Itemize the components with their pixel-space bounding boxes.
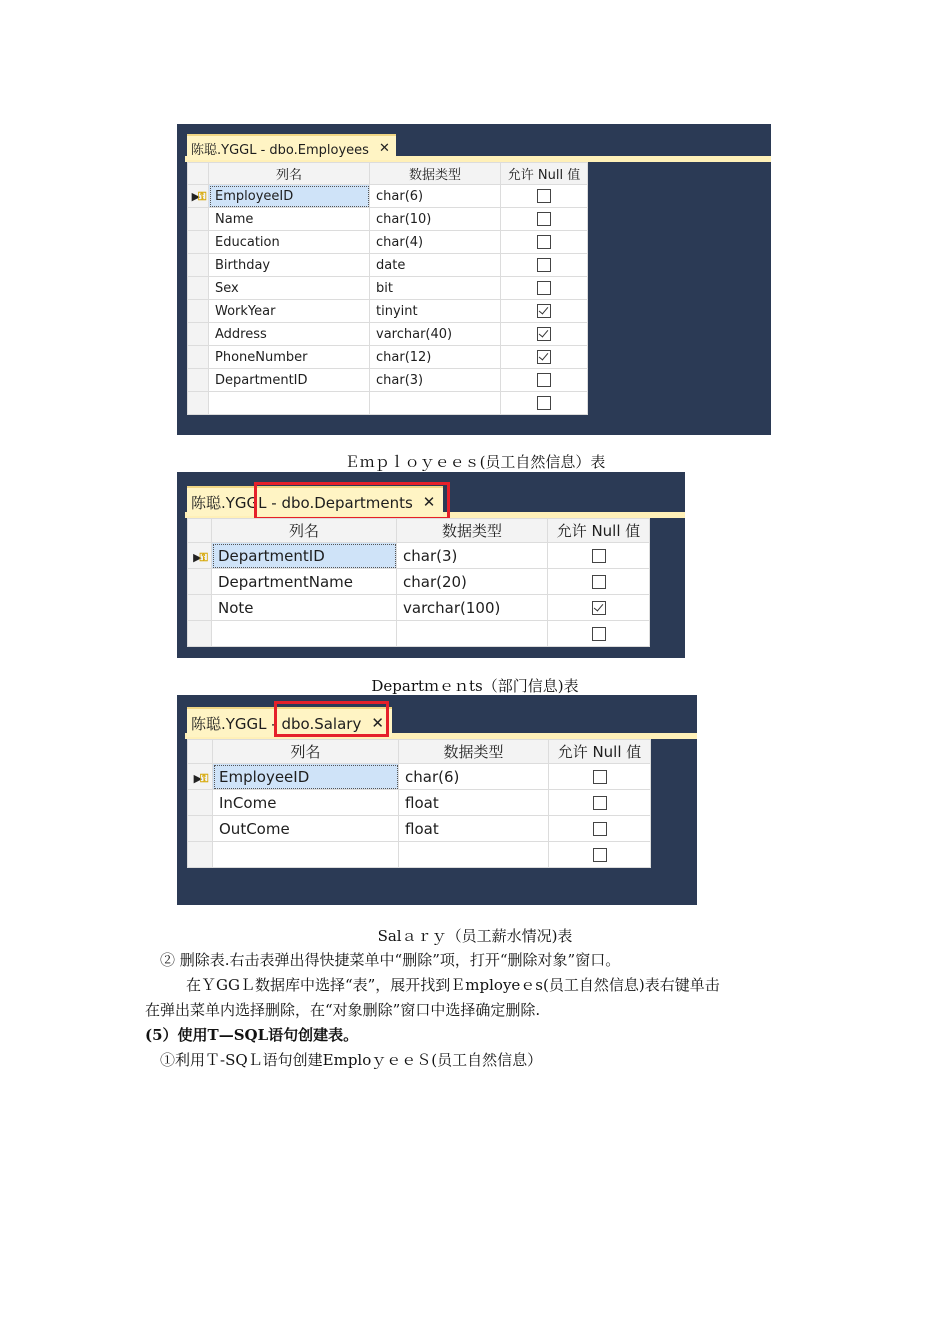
- data-type-cell[interactable]: [399, 842, 549, 868]
- row-selector[interactable]: [188, 254, 209, 277]
- data-type-cell[interactable]: char(3): [370, 369, 501, 392]
- data-type-cell[interactable]: [370, 392, 501, 415]
- allow-null-cell: [549, 790, 651, 816]
- header-column-name: 列名: [213, 740, 399, 764]
- data-type-cell[interactable]: varchar(40): [370, 323, 501, 346]
- table-row[interactable]: [188, 254, 588, 277]
- table-row[interactable]: [188, 569, 650, 595]
- primary-key-icon: ▶⚿: [193, 550, 206, 564]
- data-type-cell[interactable]: date: [370, 254, 501, 277]
- column-name-cell[interactable]: Education: [209, 231, 370, 254]
- header-allow-null: 允许 Null 值: [501, 163, 588, 185]
- table-row[interactable]: [188, 816, 651, 842]
- table-row[interactable]: [188, 369, 588, 392]
- table-row[interactable]: [188, 595, 650, 621]
- table-row[interactable]: [188, 277, 588, 300]
- row-selector[interactable]: [188, 208, 209, 231]
- section-heading-tsql: (5）使用T—SQL语句创建表。: [145, 1026, 359, 1044]
- column-name-cell[interactable]: Name: [209, 208, 370, 231]
- allow-null-checkbox[interactable]: [593, 848, 607, 862]
- paragraph-tsql-step: ①利用Ｔ-SQＬ语句创建EmploｙｅｅＳ(员工自然信息）: [160, 1051, 543, 1069]
- allow-null-checkbox[interactable]: [537, 258, 551, 272]
- allow-null-checkbox[interactable]: [537, 235, 551, 249]
- table-row[interactable]: [188, 392, 588, 415]
- table-row[interactable]: [188, 621, 650, 647]
- paragraph-delete-detail-1: 在ＹGGＬ数据库中选择“表”，展开找到Ｅmployeｅs(员工自然信息)表右键单击: [186, 976, 720, 994]
- row-selector[interactable]: [188, 790, 213, 816]
- column-name-cell[interactable]: InCome: [213, 790, 399, 816]
- allow-null-checkbox[interactable]: [537, 327, 551, 341]
- allow-null-checkbox[interactable]: [537, 212, 551, 226]
- column-name-cell[interactable]: DepartmentName: [212, 569, 397, 595]
- allow-null-cell: [501, 346, 588, 369]
- header-data-type: 数据类型: [370, 163, 501, 185]
- row-selector[interactable]: [188, 231, 209, 254]
- caption-departments: Departｍｅｎts（部门信息)表: [371, 677, 579, 695]
- allow-null-cell: [548, 569, 650, 595]
- table-row[interactable]: [188, 764, 651, 790]
- allow-null-cell: [501, 254, 588, 277]
- table-row[interactable]: [188, 543, 650, 569]
- data-type-cell[interactable]: varchar(100): [397, 595, 548, 621]
- allow-null-checkbox[interactable]: [593, 770, 607, 784]
- allow-null-checkbox[interactable]: [537, 304, 551, 318]
- row-selector[interactable]: [188, 323, 209, 346]
- allow-null-checkbox[interactable]: [592, 575, 606, 589]
- window-left-edge: [177, 124, 185, 435]
- tab-employees[interactable]: [187, 134, 396, 160]
- table-row[interactable]: [188, 790, 651, 816]
- allow-null-cell: [501, 323, 588, 346]
- tab-title: 陈聪.YGGL - dbo.Salary: [191, 714, 362, 733]
- allow-null-checkbox[interactable]: [593, 796, 607, 810]
- caption-salary: Salａｒｙ（员工薪水情况)表: [377, 927, 573, 945]
- allow-null-checkbox[interactable]: [537, 350, 551, 364]
- header-allow-null: 允许 Null 值: [549, 740, 651, 764]
- allow-null-checkbox[interactable]: [537, 189, 551, 203]
- allow-null-cell: [549, 764, 651, 790]
- column-name-cell[interactable]: EmployeeID: [213, 764, 399, 790]
- data-type-cell[interactable]: char(4): [370, 231, 501, 254]
- column-name-cell[interactable]: DepartmentID: [212, 543, 397, 569]
- column-grid-salary: [187, 739, 651, 868]
- table-row[interactable]: [188, 300, 588, 323]
- highlight-box: [254, 482, 450, 520]
- allow-null-cell: [549, 842, 651, 868]
- data-type-cell[interactable]: float: [399, 816, 549, 842]
- screenshot-departments: [177, 472, 685, 658]
- data-type-cell[interactable]: char(20): [397, 569, 548, 595]
- allow-null-cell: [548, 595, 650, 621]
- data-type-cell[interactable]: [397, 621, 548, 647]
- header-selector: [188, 519, 212, 543]
- allow-null-checkbox[interactable]: [592, 601, 606, 615]
- column-name-cell[interactable]: [209, 392, 370, 415]
- column-grid-departments: [187, 518, 650, 647]
- row-selector[interactable]: [188, 392, 209, 415]
- tab-title: 陈聪.YGGL - dbo.Employees: [191, 142, 369, 158]
- column-name-cell[interactable]: WorkYear: [209, 300, 370, 323]
- column-name-cell[interactable]: [212, 621, 397, 647]
- allow-null-cell: [501, 208, 588, 231]
- paragraph-delete-detail-2: 在弹出菜单内选择删除，在“对象删除”窗口中选择确定删除.: [145, 1001, 541, 1019]
- allow-null-checkbox[interactable]: [537, 373, 551, 387]
- table-row[interactable]: [188, 346, 588, 369]
- column-grid-employees: [187, 162, 588, 415]
- allow-null-checkbox[interactable]: [537, 396, 551, 410]
- window-left-edge: [177, 695, 185, 905]
- header-allow-null: 允许 Null 值: [548, 519, 650, 543]
- row-selector[interactable]: [188, 346, 209, 369]
- allow-null-checkbox[interactable]: [592, 549, 606, 563]
- allow-null-cell: [501, 300, 588, 323]
- primary-key-icon: ▶⚿: [191, 189, 205, 203]
- header-data-type: 数据类型: [399, 740, 549, 764]
- table-row[interactable]: [188, 842, 651, 868]
- table-row[interactable]: [188, 208, 588, 231]
- table-row[interactable]: [188, 231, 588, 254]
- allow-null-cell: [501, 231, 588, 254]
- allow-null-cell: [548, 621, 650, 647]
- row-selector[interactable]: [188, 543, 212, 569]
- column-name-cell[interactable]: [213, 842, 399, 868]
- data-type-cell[interactable]: tinyint: [370, 300, 501, 323]
- header-data-type: 数据类型: [397, 519, 548, 543]
- header-selector: [188, 163, 209, 185]
- row-selector[interactable]: [188, 764, 213, 790]
- allow-null-cell: [501, 392, 588, 415]
- column-name-cell[interactable]: Address: [209, 323, 370, 346]
- column-name-cell[interactable]: DepartmentID: [209, 369, 370, 392]
- primary-key-icon: ▶⚿: [193, 771, 207, 785]
- highlight-box: [274, 701, 389, 737]
- table-row[interactable]: [188, 323, 588, 346]
- data-type-cell[interactable]: bit: [370, 277, 501, 300]
- header-column-name: 列名: [209, 163, 370, 185]
- caption-employees: Ｅｍｐｌｏｙｅｅｓ(员工自然信息）表: [344, 453, 606, 471]
- column-name-cell[interactable]: Note: [212, 595, 397, 621]
- close-icon[interactable]: ✕: [422, 493, 436, 511]
- close-icon[interactable]: ✕: [378, 140, 390, 156]
- column-name-cell[interactable]: PhoneNumber: [209, 346, 370, 369]
- allow-null-cell: [501, 369, 588, 392]
- column-name-cell[interactable]: Birthday: [209, 254, 370, 277]
- row-selector[interactable]: [188, 300, 209, 323]
- row-selector[interactable]: [188, 569, 212, 595]
- allow-null-cell: [501, 277, 588, 300]
- data-type-cell[interactable]: char(6): [399, 764, 549, 790]
- table-row[interactable]: [188, 185, 588, 208]
- screenshot-employees: [177, 124, 771, 435]
- row-selector[interactable]: [188, 842, 213, 868]
- allow-null-cell: [548, 543, 650, 569]
- column-name-cell[interactable]: EmployeeID: [209, 185, 370, 208]
- row-selector[interactable]: [188, 185, 209, 208]
- data-type-cell[interactable]: float: [399, 790, 549, 816]
- row-selector[interactable]: [188, 816, 213, 842]
- allow-null-checkbox[interactable]: [592, 627, 606, 641]
- header-column-name: 列名: [212, 519, 397, 543]
- column-name-cell[interactable]: Sex: [209, 277, 370, 300]
- window-left-edge: [177, 472, 185, 658]
- header-selector: [188, 740, 213, 764]
- data-type-cell[interactable]: char(10): [370, 208, 501, 231]
- column-name-cell[interactable]: OutCome: [213, 816, 399, 842]
- screenshot-salary: [177, 695, 697, 905]
- data-type-cell[interactable]: char(6): [370, 185, 501, 208]
- row-selector[interactable]: [188, 621, 212, 647]
- row-selector[interactable]: [188, 595, 212, 621]
- paragraph-delete-step: ② 删除表.右击表弹出得快捷菜单中“删除”项，打开“删除对象”窗口。: [160, 951, 621, 969]
- allow-null-checkbox[interactable]: [537, 281, 551, 295]
- data-type-cell[interactable]: char(3): [397, 543, 548, 569]
- row-selector[interactable]: [188, 277, 209, 300]
- close-icon[interactable]: ✕: [371, 714, 384, 732]
- allow-null-cell: [501, 185, 588, 208]
- allow-null-cell: [549, 816, 651, 842]
- tab-title: 陈聪.YGGL - dbo.Departments: [191, 493, 413, 512]
- data-type-cell[interactable]: char(12): [370, 346, 501, 369]
- row-selector[interactable]: [188, 369, 209, 392]
- allow-null-checkbox[interactable]: [593, 822, 607, 836]
